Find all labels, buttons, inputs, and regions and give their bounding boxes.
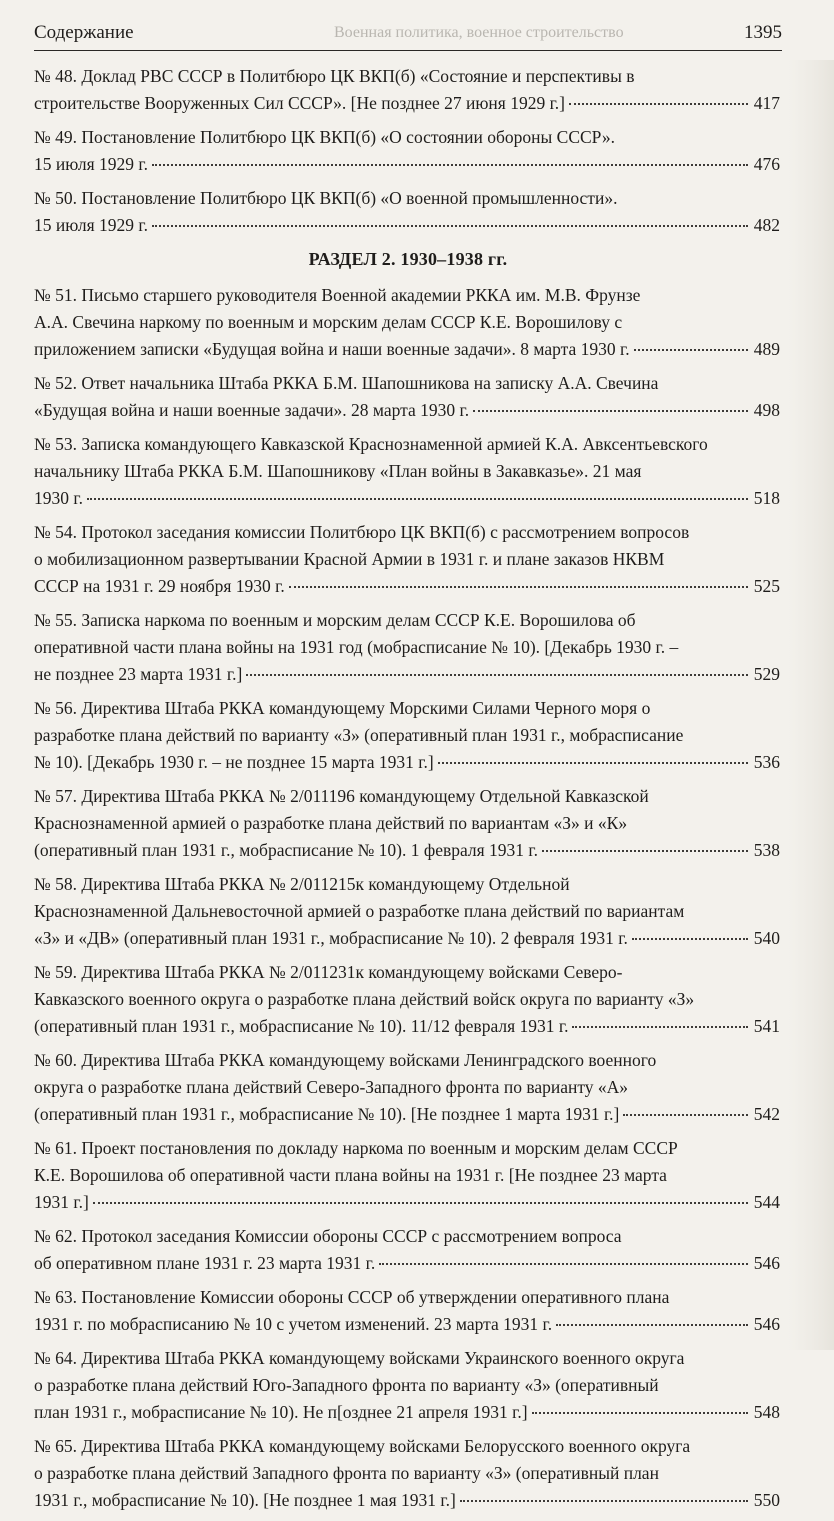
toc-entry-page-number: 538: [753, 840, 780, 860]
toc-entry-last-line: [34, 1101, 782, 1128]
toc-entries-section-2: [34, 282, 782, 1514]
toc-entry-page-number: 489: [753, 339, 780, 359]
toc-entry-page-number: 548: [753, 1402, 780, 1422]
toc-entry-line: № 64. Директива Штаба РККА командующему войсками Украинского военного округа: [34, 1348, 685, 1368]
toc-entry-line: № 49. Постановление Политбюро ЦК ВКП(б) «О состоянии обороны СССР».: [34, 127, 615, 147]
toc-entry[interactable]: [34, 1433, 782, 1514]
dot-leader: [572, 1025, 747, 1028]
toc-entry-last-line: [34, 336, 782, 363]
toc-entry-page-number: 536: [753, 752, 780, 772]
toc-entry[interactable]: [34, 1135, 782, 1216]
toc-entry-line: № 58. Директива Штаба РККА № 2/011215к командующему Отдельной: [34, 874, 570, 894]
toc-entry-line: (оперативный план 1931 г., мобрасписание № 10). [Не позднее 1 марта 1931 г.]: [34, 1104, 620, 1124]
toc-entry-last-line: [34, 661, 782, 688]
toc-entry-last-line: [34, 1399, 782, 1426]
toc-entry-line: № 54. Протокол заседания комиссии Политбюро ЦК ВКП(б) с рассмотрением вопросов: [34, 522, 690, 542]
toc-entry-line: 1931 г., мобрасписание № 10). [Не позднее 1 мая 1931 г.]: [34, 1490, 456, 1510]
toc-entry-line: об оперативном плане 1931 г. 23 марта 1931 г.: [34, 1253, 376, 1273]
toc-entry-page-number: 546: [753, 1253, 780, 1273]
dot-leader: [569, 102, 748, 105]
toc-entry-line: «З» и «ДВ» (оперативный план 1931 г., мобрасписание № 10). 2 февраля 1931 г.: [34, 928, 628, 948]
toc-entry[interactable]: [34, 607, 782, 688]
toc-entry[interactable]: [34, 63, 782, 117]
toc-entry-line: округа о разработке плана действий Северо-Западного фронта по варианту «А»: [34, 1077, 629, 1097]
toc-entry-line: А.А. Свечина наркому по военным и морским делам СССР К.Е. Ворошилову с: [34, 312, 623, 332]
toc-entry-line: о разработке плана действий Западного фронта по варианту «З» (оперативный план: [34, 1463, 659, 1483]
toc-entry-line: № 63. Постановление Комиссии обороны СССР об утверждении оперативного плана: [34, 1287, 670, 1307]
header-section-title: Содержание: [34, 22, 134, 43]
page-number: 1395: [744, 22, 782, 43]
toc-entry-line: разработке плана действий по варианту «З» (оперативный план 1931 г., мобрасписание: [34, 725, 684, 745]
dot-leader: [632, 937, 748, 940]
toc-entry[interactable]: [34, 959, 782, 1040]
toc-entry-last-line: [34, 1013, 782, 1040]
toc-entry[interactable]: [34, 871, 782, 952]
toc-entry[interactable]: [34, 1047, 782, 1128]
dot-leader: [438, 761, 748, 764]
dot-leader: [473, 409, 748, 412]
dot-leader: [623, 1113, 747, 1116]
table-of-contents: [34, 63, 782, 1521]
toc-entry[interactable]: [34, 519, 782, 600]
dot-leader: [379, 1262, 747, 1265]
toc-entry-line: № 52. Ответ начальника Штаба РККА Б.М. Шапошникова на записку А.А. Свечина: [34, 373, 659, 393]
toc-entry-line: 1930 г.: [34, 488, 83, 508]
toc-entry-line: № 57. Директива Штаба РККА № 2/011196 командующему Отдельной Кавказской: [34, 786, 649, 806]
toc-entry-line: 1931 г. по мобрасписанию № 10 с учетом изменений. 23 марта 1931 г.: [34, 1314, 553, 1334]
toc-entry-line: Краснознаменной Дальневосточной армией о разработке плана действий по вариантам: [34, 901, 685, 921]
toc-entry-last-line: [34, 837, 782, 864]
toc-entry-line: о мобилизационном развертывании Красной Армии в 1931 г. и плане заказов НКВМ: [34, 549, 665, 569]
dot-leader: [460, 1499, 748, 1502]
toc-entry[interactable]: [34, 370, 782, 424]
page-bleed-shadow: [788, 60, 834, 1350]
toc-entry-line: № 59. Директива Штаба РККА № 2/011231к командующему войсками Северо-: [34, 962, 623, 982]
toc-entry-line: № 65. Директива Штаба РККА командующему войсками Белорусского военного округа: [34, 1436, 691, 1456]
toc-entry-line: начальнику Штаба РККА Б.М. Шапошникову «План войны в Закавказье». 21 мая: [34, 461, 642, 481]
dot-leader: [152, 224, 748, 227]
dot-leader: [289, 585, 748, 588]
toc-entry[interactable]: [34, 282, 782, 363]
toc-entry-page-number: 550: [753, 1490, 780, 1510]
dot-leader: [556, 1323, 748, 1326]
toc-entry-last-line: [34, 1487, 782, 1514]
toc-entry-last-line: [34, 485, 782, 512]
toc-entry[interactable]: [34, 185, 782, 239]
dot-leader: [152, 163, 748, 166]
toc-entry-line: Краснознаменной армией о разработке плана действий по вариантам «З» и «К»: [34, 813, 628, 833]
toc-entry-line: № 53. Записка командующего Кавказской Краснознаменной армией К.А. Авксентьевского: [34, 434, 708, 454]
toc-entry-line: приложением записки «Будущая война и наши военные задачи». 8 марта 1930 г.: [34, 339, 630, 359]
toc-entry-page-number: 542: [753, 1104, 780, 1124]
toc-entry-last-line: [34, 925, 782, 952]
toc-entry-page-number: 476: [753, 154, 780, 174]
toc-entry-line: не позднее 23 марта 1931 г.]: [34, 664, 243, 684]
dot-leader: [246, 673, 747, 676]
dot-leader: [634, 348, 748, 351]
toc-entry-line: № 61. Проект постановления по докладу наркома по военным и морским делам СССР: [34, 1138, 678, 1158]
toc-entry-page-number: 541: [753, 1016, 780, 1036]
toc-entry-line: строительстве Вооруженных Сил СССР». [Не позднее 27 июня 1929 г.]: [34, 93, 566, 113]
toc-entry-page-number: 546: [753, 1314, 780, 1334]
toc-entry[interactable]: [34, 783, 782, 864]
toc-entry-line: К.Е. Ворошилова об оперативной части плана войны на 1931 г. [Не позднее 23 марта: [34, 1165, 667, 1185]
toc-entry-line: «Будущая война и наши военные задачи». 28 марта 1930 г.: [34, 400, 470, 420]
toc-entry-line: № 55. Записка наркома по военным и морским делам СССР К.Е. Ворошилова об: [34, 610, 636, 630]
dot-leader: [87, 497, 748, 500]
toc-entry-line: план 1931 г., мобрасписание № 10). Не п[озднее 21 апреля 1931 г.]: [34, 1402, 528, 1422]
toc-entry-line: № 60. Директива Штаба РККА командующему войсками Ленинградского военного: [34, 1050, 657, 1070]
toc-entry-line: оперативной части плана войны на 1931 год (мобрасписание № 10). [Декабрь 1930 г. –: [34, 637, 679, 657]
toc-entry-last-line: [34, 212, 782, 239]
toc-entry-page-number: 529: [753, 664, 780, 684]
toc-entry-page-number: 482: [753, 215, 780, 235]
dot-leader: [93, 1201, 748, 1204]
toc-entry-line: 1931 г.]: [34, 1192, 89, 1212]
toc-entry-page-number: 544: [753, 1192, 780, 1212]
toc-entry-last-line: [34, 151, 782, 178]
toc-entry-last-line: [34, 1189, 782, 1216]
toc-entry-page-number: 498: [753, 400, 780, 420]
toc-entry-line: СССР на 1931 г. 29 ноября 1930 г.: [34, 576, 285, 596]
toc-entry-page-number: 540: [753, 928, 780, 948]
dot-leader: [542, 849, 748, 852]
toc-entry-line: о разработке плана действий Юго-Западного фронта по варианту «З» (оперативный: [34, 1375, 659, 1395]
running-header: [34, 18, 782, 51]
toc-entry[interactable]: [34, 1284, 782, 1338]
toc-entry-last-line: [34, 397, 782, 424]
section-heading: РАЗДЕЛ 2. 1930–1938 гг.: [308, 249, 508, 269]
toc-entry-page-number: 417: [753, 93, 780, 113]
toc-entry[interactable]: [34, 1223, 782, 1277]
dot-leader: [532, 1411, 748, 1414]
toc-entry-line: № 56. Директива Штаба РККА командующему Морскими Силами Черного моря о: [34, 698, 651, 718]
toc-entry-page-number: 525: [753, 576, 780, 596]
toc-entry-last-line: [34, 1311, 782, 1338]
toc-entry-last-line: [34, 1250, 782, 1277]
toc-entry-line: № 62. Протокол заседания Комиссии обороны СССР с рассмотрением вопроса: [34, 1226, 622, 1246]
toc-entry[interactable]: [34, 695, 782, 776]
toc-entries-section-1: [34, 63, 782, 239]
toc-entry-line: № 48. Доклад РВС СССР в Политбюро ЦК ВКП(б) «Состояние и перспективы в: [34, 66, 635, 86]
toc-entry-line: № 50. Постановление Политбюро ЦК ВКП(б) «О военной промышленности».: [34, 188, 618, 208]
toc-entry-line: Кавказского военного округа о разработке плана действий войск округа по варианту «З»: [34, 989, 695, 1009]
toc-entry-last-line: [34, 749, 782, 776]
toc-entry-line: (оперативный план 1931 г., мобрасписание № 10). 1 февраля 1931 г.: [34, 840, 539, 860]
toc-entry-line: (оперативный план 1931 г., мобрасписание № 10). 11/12 февраля 1931 г.: [34, 1016, 569, 1036]
toc-entry-page-number: 518: [753, 488, 780, 508]
toc-entry-line: № 51. Письмо старшего руководителя Военной академии РККА им. М.В. Фрунзе: [34, 285, 641, 305]
toc-entry-line: 15 июля 1929 г.: [34, 154, 148, 174]
toc-entry[interactable]: [34, 1345, 782, 1426]
header-bleedthrough-text: Военная политика, военное строительство: [334, 24, 624, 41]
toc-entry-line: 15 июля 1929 г.: [34, 215, 148, 235]
toc-entry[interactable]: [34, 431, 782, 512]
toc-entry[interactable]: [34, 124, 782, 178]
toc-entry-last-line: [34, 573, 782, 600]
toc-entry-line: № 10). [Декабрь 1930 г. – не позднее 15 марта 1931 г.]: [34, 752, 434, 772]
toc-entry-last-line: [34, 90, 782, 117]
